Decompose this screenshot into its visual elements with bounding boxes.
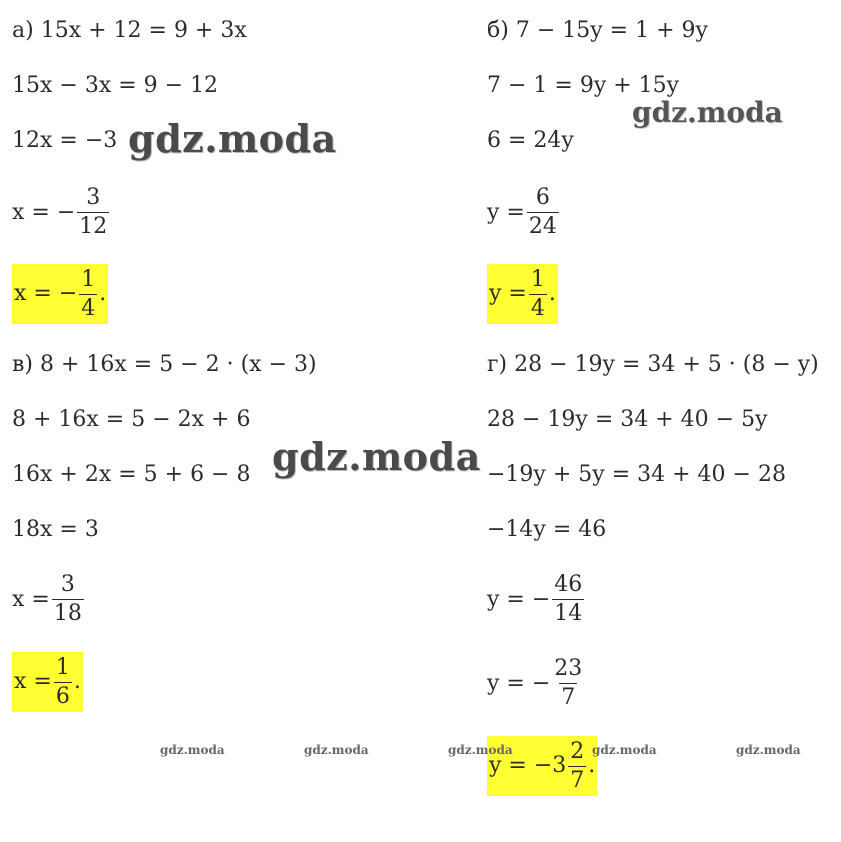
problem-g-line-2: 28 − 19y = 34 + 40 − 5y [487, 407, 768, 432]
problem-v-line-4: 18x = 3 [12, 517, 99, 542]
fraction: $\frac{1}{6}$ [55, 654, 70, 709]
watermark: gdz.moda [592, 743, 657, 757]
problem-v-answer: x = $\frac{1}{6}$ . [12, 652, 83, 712]
problem-g-line-6: y = − $\frac{23}{7}$ [487, 656, 583, 710]
problem-a-line-3: 12x = −3 [12, 128, 118, 153]
watermark: gdz.moda [128, 116, 337, 161]
problem-v-label: в) [12, 352, 33, 377]
problem-g-line-1: г) 28 − 19y = 34 + 5 · (8 − y) [487, 352, 819, 377]
watermark: gdz.moda [160, 743, 225, 757]
watermark: gdz.moda [304, 743, 369, 757]
problem-v-line-3: 16x + 2x = 5 + 6 − 8 [12, 462, 251, 487]
fraction: $\frac{2}{7}$ [570, 738, 585, 793]
problem-b-line-2: 7 − 1 = 9y + 15y [487, 73, 680, 98]
fraction: $\frac{23}{7}$ [554, 656, 583, 710]
problem-g-label: г) [487, 352, 508, 377]
problem-g-line-3: −19y + 5y = 34 + 40 − 28 [487, 462, 786, 487]
problem-g-line-4: −14y = 46 [487, 517, 607, 542]
problem-v-line-2: 8 + 16x = 5 − 2x + 6 [12, 407, 251, 432]
problem-b-label: б) [487, 18, 509, 43]
problem-a-line-4: x = − $\frac{3}{12}$ [12, 185, 108, 239]
problem-b-answer: y = $\frac{1}{4}$ . [487, 264, 558, 324]
problem-b-line-4: y = $\frac{6}{24}$ [487, 185, 557, 239]
watermark: gdz.moda [736, 743, 801, 757]
problem-g-line-5: y = − $\frac{46}{14}$ [487, 572, 583, 626]
problem-g-answer: y = −3 $\frac{2}{7}$ . [487, 736, 597, 796]
problem-a-line-2: 15x − 3x = 9 − 12 [12, 73, 219, 98]
problem-a-line-1: а) 15x + 12 = 9 + 3x [12, 18, 247, 43]
fraction: $\frac{6}{24}$ [528, 185, 557, 239]
fraction: $\frac{1}{4}$ [530, 266, 545, 321]
watermark: gdz.moda [632, 96, 783, 129]
problem-v-line-1: в) 8 + 16x = 5 − 2 · (x − 3) [12, 352, 317, 377]
problem-b-line-3: 6 = 24y [487, 128, 574, 153]
problem-a-answer: x = − $\frac{1}{4}$ . [12, 264, 108, 324]
fraction: $\frac{3}{12}$ [79, 185, 108, 239]
watermark: gdz.moda [272, 434, 481, 479]
problem-a-label: а) [12, 18, 34, 43]
problem-v-line-5: x = $\frac{3}{18}$ [12, 572, 82, 626]
fraction: $\frac{3}{18}$ [53, 572, 82, 626]
problem-b-line-1: б) 7 − 15y = 1 + 9y [487, 18, 708, 43]
watermark: gdz.moda [448, 743, 513, 757]
fraction: $\frac{1}{4}$ [81, 266, 96, 321]
fraction: $\frac{46}{14}$ [554, 572, 583, 626]
